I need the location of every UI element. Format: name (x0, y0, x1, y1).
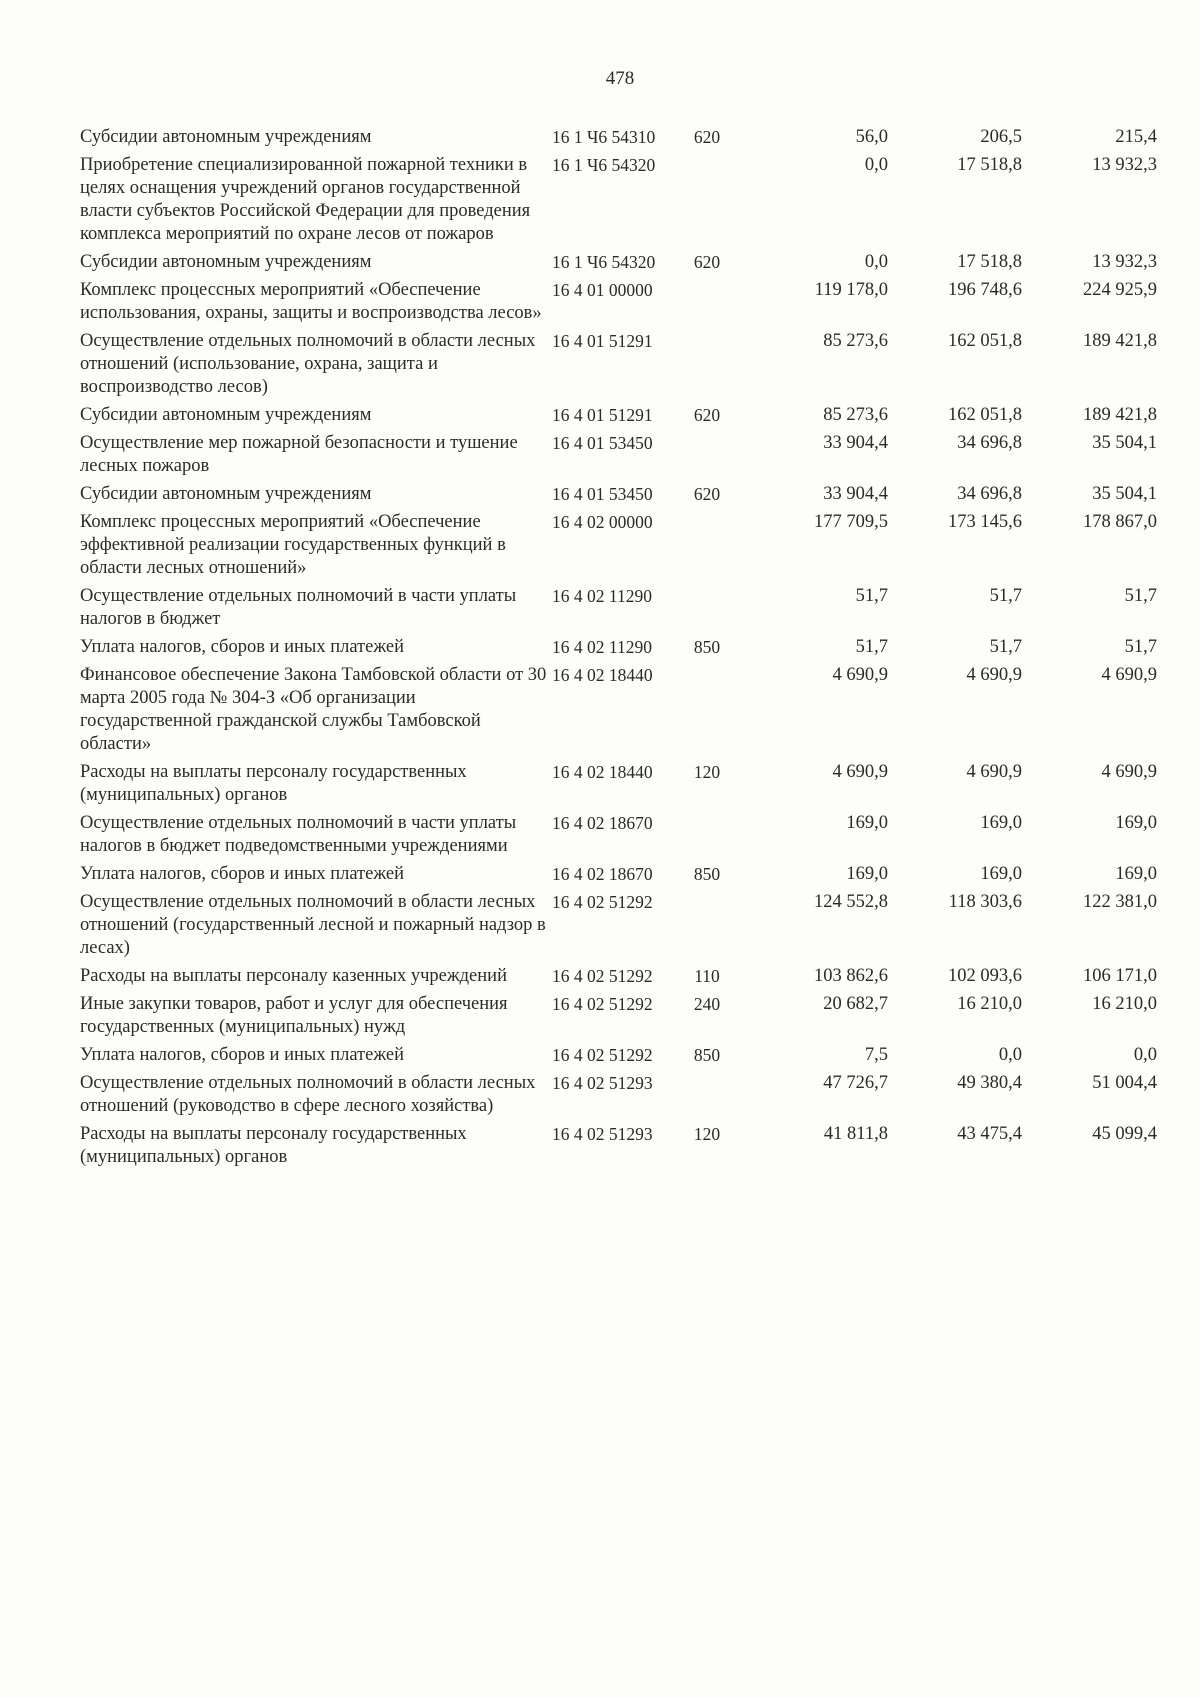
table-row (80, 330, 1157, 404)
expense-name: Осуществление отдельных полномочий в области лесных отношений (государственный лесной и пожарный надзор в лесах) (80, 892, 546, 958)
amount-year-3: 16 210,0 (1092, 994, 1157, 1014)
expense-type-code: 120 (693, 1124, 721, 1144)
amount-year-2: 16 210,0 (957, 994, 1022, 1014)
amount-year-2: 206,5 (980, 127, 1022, 147)
amount-year-3: 122 381,0 (1083, 892, 1157, 912)
expense-name: Приобретение специализированной пожарной техники в целях оснащения учреждений органов государственной власти субъектов Российской Федерации для проведения комплекса мероприятий по охране лесов от пожаров (80, 155, 531, 244)
amount-year-1: 7,5 (864, 1045, 888, 1065)
target-article-code: 16 1 Ч6 54320 (552, 252, 656, 272)
amount-year-3: 45 099,4 (1092, 1124, 1157, 1144)
target-article-code: 16 4 01 53450 (552, 484, 653, 504)
expense-type-code: 240 (693, 994, 721, 1014)
amount-year-2: 169,0 (980, 864, 1022, 884)
expense-name: Расходы на выплаты персоналу государственных (муниципальных) органов (80, 762, 467, 805)
table-row (80, 432, 1157, 483)
target-article-code: 16 4 02 18670 (552, 813, 653, 833)
expense-name: Уплата налогов, сборов и иных платежей (80, 1045, 405, 1065)
amount-year-1: 85 273,6 (823, 405, 888, 425)
amount-year-3: 169,0 (1115, 813, 1157, 833)
amount-year-3: 51,7 (1124, 586, 1157, 606)
budget-table-body (80, 126, 1157, 1174)
amount-year-2: 17 518,8 (957, 252, 1022, 272)
amount-year-2: 162 051,8 (948, 331, 1022, 351)
amount-year-2: 51,7 (989, 586, 1022, 606)
target-article-code: 16 1 Ч6 54320 (552, 155, 656, 175)
expense-name: Уплата налогов, сборов и иных платежей (80, 637, 405, 657)
expense-type-code (682, 279, 732, 330)
amount-year-3: 215,4 (1115, 127, 1157, 147)
expense-name: Осуществление отдельных полномочий в части уплаты налогов в бюджет (80, 586, 517, 629)
amount-year-3: 189 421,8 (1083, 331, 1157, 351)
amount-year-1: 0,0 (864, 252, 888, 272)
table-row (80, 1044, 1157, 1072)
expense-name: Комплекс процессных мероприятий «Обеспечение использования, охраны, защиты и воспроизводства лесов» (80, 280, 542, 323)
amount-year-1: 33 904,4 (823, 484, 888, 504)
amount-year-1: 169,0 (846, 813, 888, 833)
amount-year-3: 51 004,4 (1092, 1073, 1157, 1093)
amount-year-3: 189 421,8 (1083, 405, 1157, 425)
amount-year-2: 34 696,8 (957, 484, 1022, 504)
table-row (80, 636, 1157, 664)
target-article-code: 16 4 02 11290 (552, 637, 652, 657)
amount-year-1: 41 811,8 (823, 1124, 888, 1144)
table-row (80, 761, 1157, 812)
amount-year-2: 162 051,8 (948, 405, 1022, 425)
expense-name: Субсидии автономным учреждениям (80, 484, 372, 504)
target-article-code: 16 4 02 51292 (552, 892, 653, 912)
expense-type-code: 850 (693, 1045, 721, 1065)
table-row (80, 664, 1157, 761)
target-article-code: 16 4 02 00000 (552, 512, 653, 532)
table-row (80, 279, 1157, 330)
amount-year-2: 17 518,8 (957, 155, 1022, 175)
expense-type-code (682, 511, 732, 585)
amount-year-3: 224 925,9 (1083, 280, 1157, 300)
expense-name: Субсидии автономным учреждениям (80, 127, 372, 147)
amount-year-1: 103 862,6 (814, 966, 888, 986)
table-row (80, 154, 1157, 251)
expense-name: Субсидии автономным учреждениям (80, 252, 372, 272)
amount-year-2: 118 303,6 (948, 892, 1022, 912)
amount-year-3: 35 504,1 (1092, 433, 1157, 453)
amount-year-2: 169,0 (980, 813, 1022, 833)
target-article-code: 16 4 02 51292 (552, 1045, 653, 1065)
amount-year-1: 47 726,7 (823, 1073, 888, 1093)
amount-year-3: 13 932,3 (1092, 252, 1157, 272)
expense-type-code (682, 154, 732, 251)
table-row (80, 126, 1157, 154)
target-article-code: 16 4 02 18440 (552, 762, 653, 782)
amount-year-3: 4 690,9 (1101, 665, 1157, 685)
page-number: 478 (605, 68, 635, 89)
target-article-code: 16 1 Ч6 54310 (552, 127, 656, 147)
table-row (80, 1072, 1157, 1123)
amount-year-2: 49 380,4 (957, 1073, 1022, 1093)
expense-type-code: 620 (693, 484, 721, 504)
expense-type-code (682, 330, 732, 404)
table-row (80, 863, 1157, 891)
amount-year-1: 51,7 (855, 586, 888, 606)
target-article-code: 16 4 01 53450 (552, 433, 653, 453)
expense-type-code (682, 1072, 732, 1123)
expense-type-code: 120 (693, 762, 721, 782)
expense-type-code: 620 (693, 127, 721, 147)
expense-type-code (682, 812, 732, 863)
amount-year-1: 20 682,7 (823, 994, 888, 1014)
amount-year-1: 56,0 (855, 127, 888, 147)
table-row (80, 1123, 1157, 1174)
amount-year-3: 51,7 (1124, 637, 1157, 657)
table-row (80, 993, 1157, 1044)
amount-year-1: 4 690,9 (832, 665, 888, 685)
amount-year-1: 4 690,9 (832, 762, 888, 782)
table-row (80, 483, 1157, 511)
amount-year-1: 119 178,0 (814, 280, 888, 300)
amount-year-1: 85 273,6 (823, 331, 888, 351)
amount-year-2: 51,7 (989, 637, 1022, 657)
expense-name: Комплекс процессных мероприятий «Обеспечение эффективной реализации государственных функций в области лесных отношений» (80, 512, 506, 578)
table-row (80, 404, 1157, 432)
expense-type-code: 850 (693, 637, 721, 657)
amount-year-2: 196 748,6 (948, 280, 1022, 300)
expense-name: Осуществление отдельных полномочий в части уплаты налогов в бюджет подведомственными учреждениями (80, 813, 517, 856)
amount-year-3: 13 932,3 (1092, 155, 1157, 175)
amount-year-3: 35 504,1 (1092, 484, 1157, 504)
amount-year-3: 4 690,9 (1101, 762, 1157, 782)
table-row (80, 585, 1157, 636)
expense-name: Субсидии автономным учреждениям (80, 405, 372, 425)
expense-name: Осуществление отдельных полномочий в области лесных отношений (использование, охрана, защита и воспроизводство лесов) (80, 331, 536, 397)
expense-name: Осуществление отдельных полномочий в области лесных отношений (руководство в сфере лесного хозяйства) (80, 1073, 536, 1116)
expense-type-code (682, 432, 732, 483)
table-row (80, 511, 1157, 585)
target-article-code: 16 4 02 51292 (552, 994, 653, 1014)
amount-year-1: 0,0 (864, 155, 888, 175)
table-row (80, 251, 1157, 279)
expense-name: Осуществление мер пожарной безопасности и тушение лесных пожаров (80, 433, 518, 476)
expense-name: Расходы на выплаты персоналу государственных (муниципальных) органов (80, 1124, 467, 1167)
expense-name: Расходы на выплаты персоналу казенных учреждений (80, 966, 507, 986)
amount-year-1: 51,7 (855, 637, 888, 657)
target-article-code: 16 4 01 00000 (552, 280, 653, 300)
amount-year-3: 106 171,0 (1083, 966, 1157, 986)
target-article-code: 16 4 02 51293 (552, 1073, 653, 1093)
amount-year-2: 102 093,6 (948, 966, 1022, 986)
target-article-code: 16 4 01 51291 (552, 331, 653, 351)
target-article-code: 16 4 02 51293 (552, 1124, 653, 1144)
table-row (80, 891, 1157, 965)
table-row (80, 965, 1157, 993)
target-article-code: 16 4 01 51291 (552, 405, 653, 425)
amount-year-3: 169,0 (1115, 864, 1157, 884)
expense-type-code: 620 (693, 405, 721, 425)
expense-name: Иные закупки товаров, работ и услуг для обеспечения государственных (муниципальных) нужд (80, 994, 508, 1037)
expense-name: Финансовое обеспечение Закона Тамбовской области от 30 марта 2005 года № 304-З «Об организации государственной гражданской службы Тамбовской области» (80, 665, 547, 754)
table-row (80, 812, 1157, 863)
target-article-code: 16 4 02 11290 (552, 586, 652, 606)
amount-year-2: 173 145,6 (948, 512, 1022, 532)
target-article-code: 16 4 02 51292 (552, 966, 653, 986)
expense-type-code: 620 (693, 252, 721, 272)
amount-year-1: 124 552,8 (814, 892, 888, 912)
amount-year-2: 0,0 (998, 1045, 1022, 1065)
budget-table (80, 126, 1157, 1174)
amount-year-1: 33 904,4 (823, 433, 888, 453)
amount-year-2: 34 696,8 (957, 433, 1022, 453)
amount-year-2: 43 475,4 (957, 1124, 1022, 1144)
expense-type-code (682, 891, 732, 965)
expense-type-code (682, 585, 732, 636)
expense-type-code: 850 (693, 864, 721, 884)
expense-type-code (682, 664, 732, 761)
expense-type-code: 110 (694, 966, 720, 986)
amount-year-2: 4 690,9 (966, 762, 1022, 782)
amount-year-1: 177 709,5 (814, 512, 888, 532)
amount-year-3: 178 867,0 (1083, 512, 1157, 532)
expense-name: Уплата налогов, сборов и иных платежей (80, 864, 405, 884)
amount-year-1: 169,0 (846, 864, 888, 884)
amount-year-2: 4 690,9 (966, 665, 1022, 685)
amount-year-3: 0,0 (1133, 1045, 1157, 1065)
target-article-code: 16 4 02 18670 (552, 864, 653, 884)
target-article-code: 16 4 02 18440 (552, 665, 653, 685)
